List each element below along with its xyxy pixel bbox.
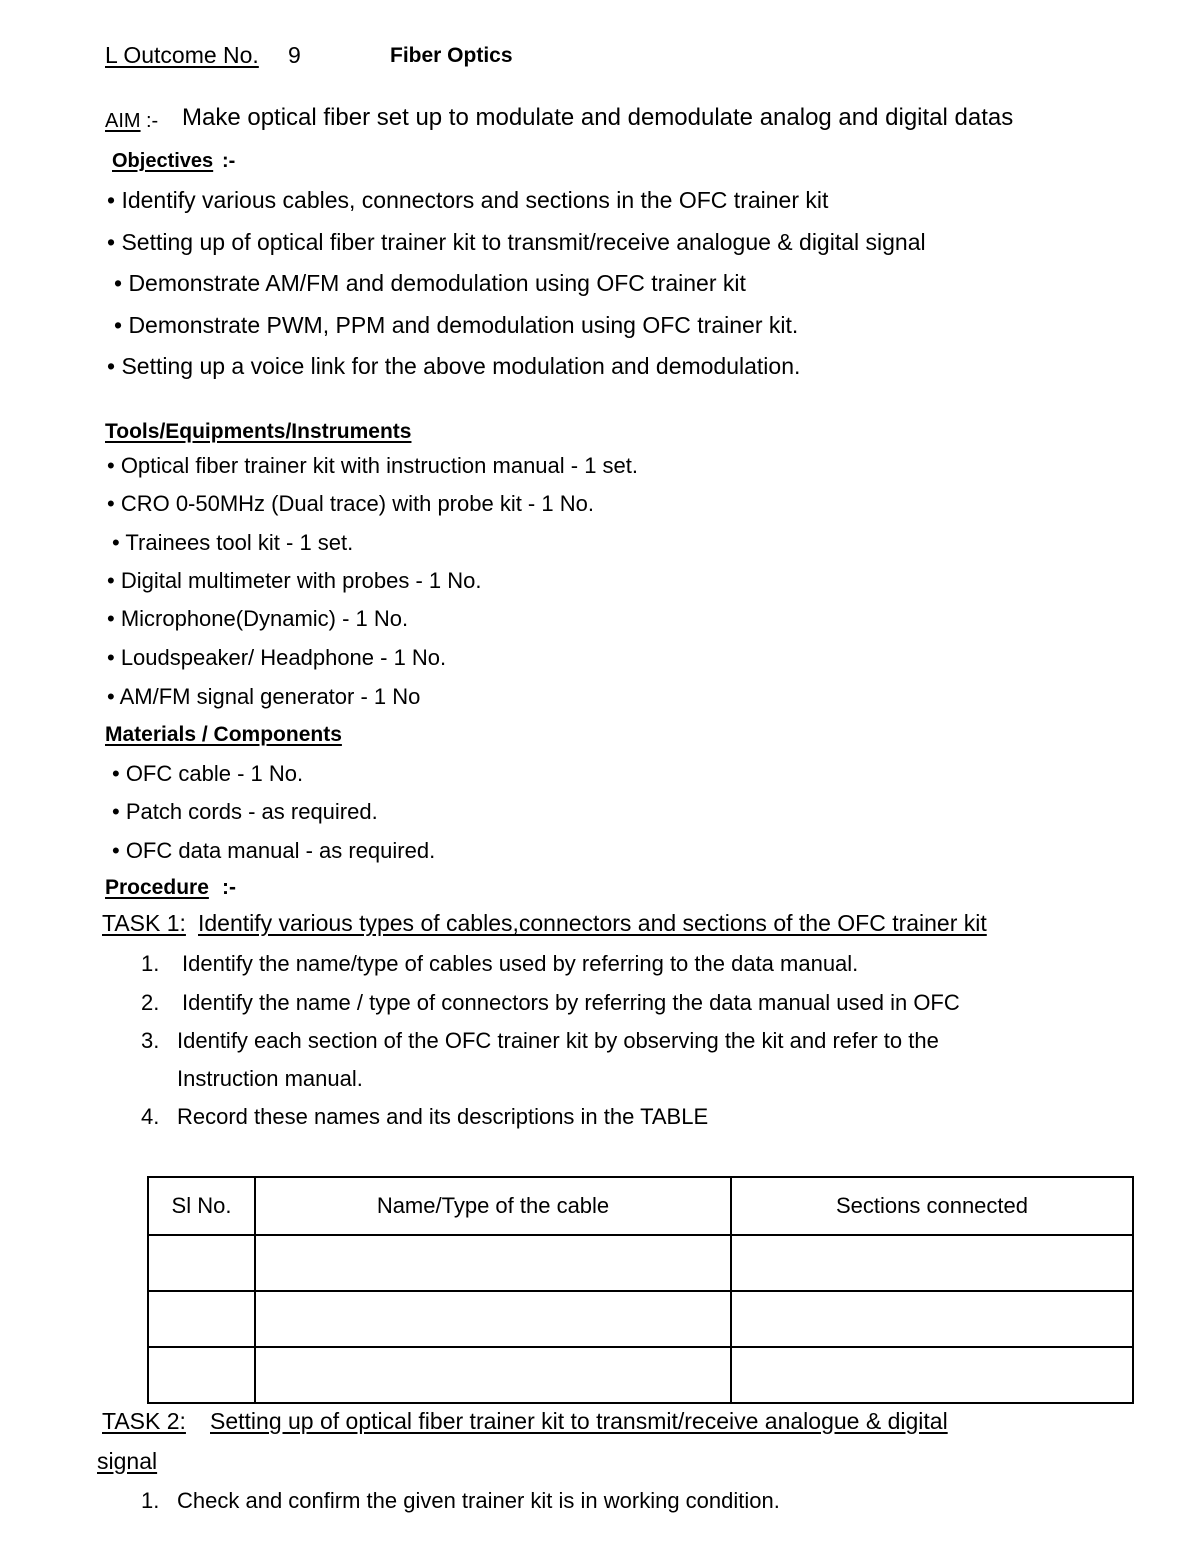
task2-title-line2: signal <box>97 1448 158 1474</box>
procedure-heading-suffix: :- <box>222 876 236 899</box>
table-cell <box>731 1235 1133 1291</box>
materials-heading: Materials / Components <box>105 723 342 746</box>
procedure-heading: Procedure <box>105 876 209 899</box>
aim-label: AIM <box>105 110 141 132</box>
tool-item: • Digital multimeter with probes - 1 No. <box>107 568 482 593</box>
task1-step-text: Instruction manual. <box>177 1066 363 1091</box>
tool-item: • AM/FM signal generator - 1 No <box>107 684 421 709</box>
task2-step-text: Check and confirm the given trainer kit is in working condition. <box>177 1488 780 1513</box>
material-item: • OFC cable - 1 No. <box>112 761 304 786</box>
record-table <box>147 1176 1134 1404</box>
outcome-number: 9 <box>288 42 301 68</box>
table-header-sections: Sections connected <box>731 1177 1133 1235</box>
task1-step-text: Identify the name / type of connectors by referring the data manual used in OFC <box>182 990 960 1015</box>
aim-text: Make optical fiber set up to modulate and demodulate analog and digital datas <box>182 104 1014 131</box>
table-row <box>148 1291 1133 1347</box>
objective-item: • Setting up of optical fiber trainer kit to transmit/receive analogue & digital signal <box>107 229 926 255</box>
table-cell <box>148 1235 255 1291</box>
tool-item: • CRO 0-50MHz (Dual trace) with probe kit - 1 No. <box>107 491 594 516</box>
tool-item: • Microphone(Dynamic) - 1 No. <box>107 606 409 631</box>
table-cell <box>731 1291 1133 1347</box>
table-header-row <box>148 1177 1133 1235</box>
table-cell <box>731 1347 1133 1403</box>
table-cell <box>148 1347 255 1403</box>
table-row <box>148 1235 1133 1291</box>
task1-step-text: Identify each section of the OFC trainer kit by observing the kit and refer to the <box>177 1028 939 1053</box>
table-cell <box>255 1291 731 1347</box>
objectives-heading: Objectives <box>112 150 214 172</box>
table-header-sl-no: Sl No. <box>148 1177 255 1235</box>
objective-item: • Demonstrate PWM, PPM and demodulation using OFC trainer kit. <box>114 312 799 338</box>
subject-title: Fiber Optics <box>390 44 513 67</box>
table-cell <box>148 1291 255 1347</box>
task1-step-number: 1. <box>141 951 160 976</box>
task2-label: TASK 2: <box>102 1408 186 1434</box>
objective-item: • Demonstrate AM/FM and demodulation using OFC trainer kit <box>114 270 746 296</box>
table-header-cable-type: Name/Type of the cable <box>255 1177 731 1235</box>
task1-step-text: Record these names and its descriptions in the TABLE <box>177 1104 709 1129</box>
task2-step-number: 1. <box>141 1488 160 1513</box>
table-cell <box>255 1347 731 1403</box>
task1-step-number: 4. <box>141 1104 160 1129</box>
task1-step-text: Identify the name/type of cables used by referring to the data manual. <box>182 951 859 976</box>
outcome-label: L Outcome No. <box>105 42 259 68</box>
objective-item: • Setting up a voice link for the above modulation and demodulation. <box>107 353 801 379</box>
objective-item: • Identify various cables, connectors and sections in the OFC trainer kit <box>107 187 829 213</box>
table-cell <box>255 1235 731 1291</box>
objectives-heading-suffix: :- <box>222 150 236 172</box>
tool-item: • Optical fiber trainer kit with instruction manual - 1 set. <box>107 453 639 478</box>
tools-heading: Tools/Equipments/Instruments <box>105 420 412 443</box>
material-item: • Patch cords - as required. <box>112 799 378 824</box>
task1-step-number: 2. <box>141 990 160 1015</box>
tool-item: • Trainees tool kit - 1 set. <box>112 530 354 555</box>
tool-item: • Loudspeaker/ Headphone - 1 No. <box>107 645 447 670</box>
task1-step-number: 3. <box>141 1028 160 1053</box>
material-item: • OFC data manual - as required. <box>112 838 436 863</box>
task1-label: TASK 1: <box>102 910 186 936</box>
task1-title: Identify various types of cables,connectors and sections of the OFC trainer kit <box>198 910 987 936</box>
aim-separator: :- <box>146 110 159 132</box>
task2-title-line1: Setting up of optical fiber trainer kit to transmit/receive analogue & digital <box>210 1408 948 1434</box>
table-row <box>148 1347 1133 1403</box>
